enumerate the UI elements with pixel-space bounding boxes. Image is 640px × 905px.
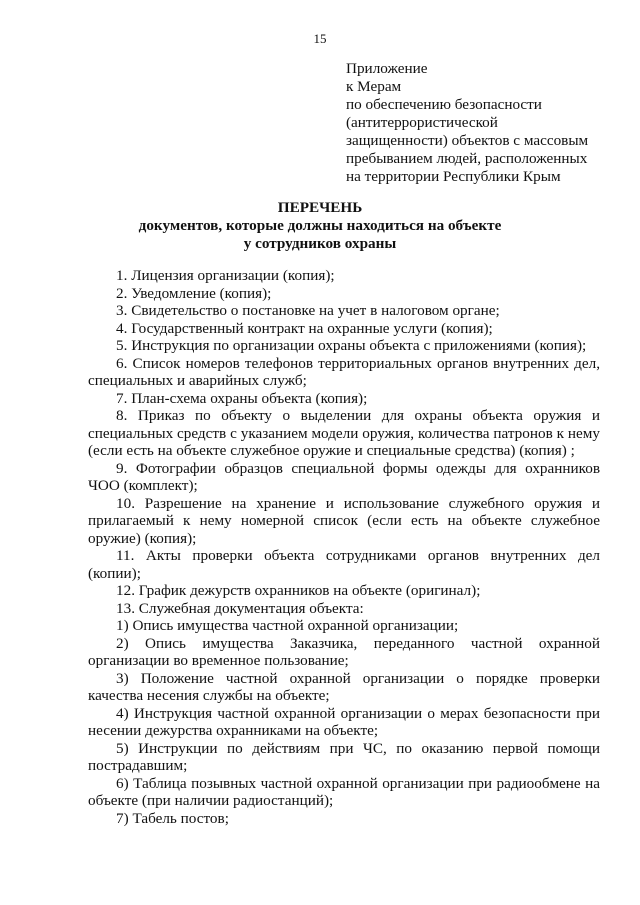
- title-subheading: у сотрудников охраны: [243, 235, 397, 252]
- appendix-line: к Мерам: [346, 78, 402, 95]
- appendix-line: на территории Республики Крым: [346, 168, 561, 185]
- appendix-line: защищенности) объектов с массовым: [346, 132, 589, 149]
- sub-list-item: 7) Табель постов;: [116, 809, 229, 827]
- appendix-line: (антитеррористической: [346, 114, 498, 131]
- sub-list-item: 2) Опись имущества Заказчика, переданного частной охранной организации во временное пользование;: [88, 634, 600, 669]
- sub-list-item: 5) Инструкции по действиям при ЧС, по оказанию первой помощи пострадавшим;: [88, 739, 600, 774]
- appendix-header: [346, 60, 616, 186]
- list-item: 11. Акты проверки объекта сотрудниками органов внутренних дел (копии);: [88, 547, 600, 582]
- list-item: 12. График дежурств охранников на объекте (оригинал);: [116, 582, 481, 599]
- list-item: 13. Служебная документация объекта:: [116, 599, 364, 617]
- sub-list-item: 6) Таблица позывных частной охранной организации при радиообмене на объекте (при наличии радиостанций);: [88, 774, 600, 809]
- document-title: [120, 199, 520, 253]
- document-list: [88, 267, 600, 827]
- list-item: 3. Свидетельство о постановке на учет в налоговом органе;: [116, 302, 500, 319]
- list-item: 4. Государственный контракт на охранные услуги (копия);: [116, 319, 493, 337]
- list-item: 6. Список номеров телефонов территориальных органов внутренних дел, специальных и аварийных служб;: [88, 354, 600, 389]
- list-item: 1. Лицензия организации (копия);: [116, 267, 335, 284]
- list-item: 2. Уведомление (копия);: [116, 284, 272, 302]
- title-subheading: документов, которые должны находиться на объекте: [138, 217, 502, 234]
- page-number: 15: [313, 31, 327, 46]
- sub-list-item: 3) Положение частной охранной организации о порядке проверки качества несения службы на объекте;: [88, 669, 600, 704]
- list-item: 10. Разрешение на хранение и использование служебного оружия и прилагаемый к нему номерной список (если есть на объекте служебное оружие) (копия);: [88, 494, 600, 547]
- list-item: 5. Инструкция по организации охраны объекта с приложениями (копия);: [116, 337, 587, 354]
- sub-list-item: 4) Инструкция частной охранной организации о мерах безопасности при несении дежурства охранниками на объекте;: [88, 704, 600, 739]
- list-item: 8. Приказ по объекту о выделении для охраны объекта оружия и специальных средств с указанием модели оружия, количества патронов к нему (если есть на объекте служебное оружие и специальные средства) (копия) ;: [88, 407, 600, 459]
- appendix-line: пребыванием людей, расположенных: [346, 150, 588, 167]
- sub-list-item: 1) Опись имущества частной охранной организации;: [116, 617, 459, 634]
- list-item: 7. План-схема охраны объекта (копия);: [116, 389, 368, 407]
- appendix-line: Приложение: [346, 60, 428, 77]
- title-heading: ПЕРЕЧЕНЬ: [277, 199, 363, 216]
- list-item: 9. Фотографии образцов специальной формы одежды для охранников ЧОО (комплект);: [88, 459, 600, 494]
- appendix-line: по обеспечению безопасности: [346, 96, 542, 113]
